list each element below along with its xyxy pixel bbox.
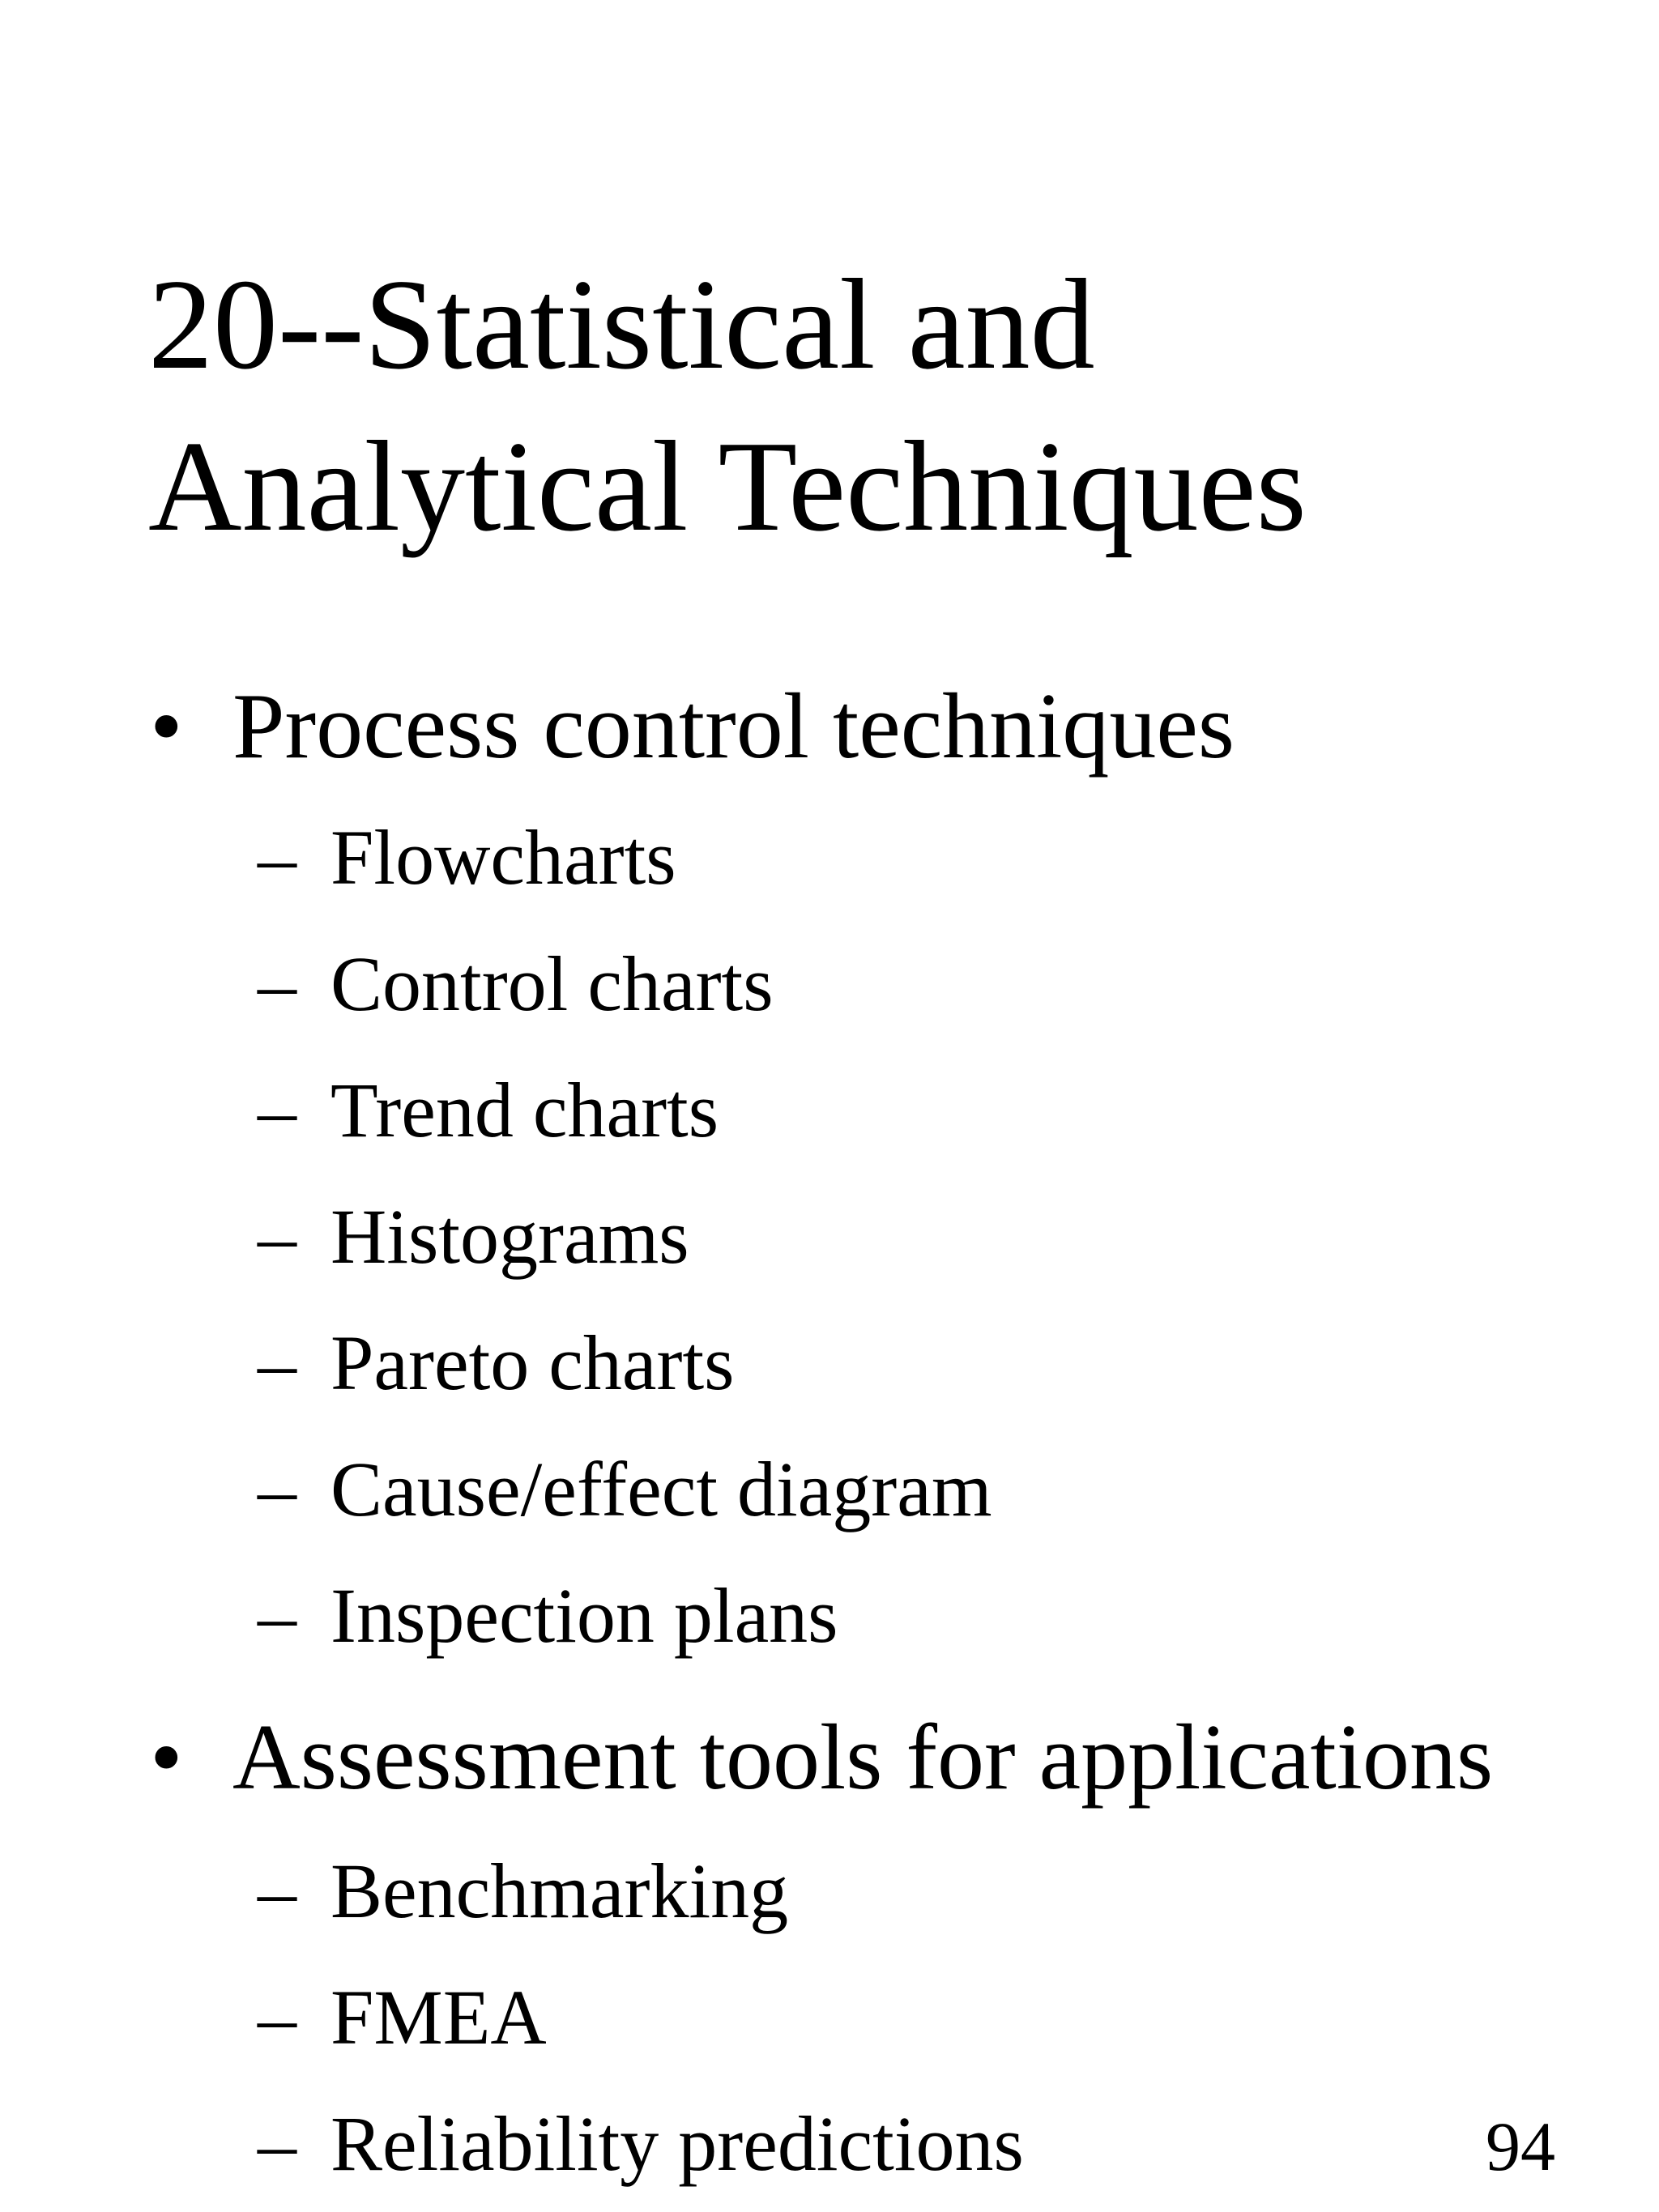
sub-item xyxy=(258,940,774,1029)
sub-item-label: FMEA xyxy=(331,1974,547,2061)
sub-item xyxy=(258,1192,689,1281)
sub-item xyxy=(258,813,676,902)
dash-marker: – xyxy=(258,1319,296,1406)
sub-item-label: Cause/effect diagram xyxy=(331,1446,992,1532)
bullet-process-control xyxy=(150,674,1235,779)
sub-item xyxy=(258,1973,547,2062)
sub-item-label: Trend charts xyxy=(331,1067,719,1153)
dash-marker: – xyxy=(258,1067,296,1153)
sub-item xyxy=(258,1066,719,1155)
sub-item xyxy=(258,1571,838,1660)
dash-marker: – xyxy=(258,1446,296,1532)
bullet-label: Assessment tools for applications xyxy=(232,1706,1494,1809)
slide-title-line-2: Analytical Techniques xyxy=(148,414,1307,558)
sub-item xyxy=(258,2099,1024,2189)
dash-marker: – xyxy=(258,2100,296,2187)
sub-item-label: Histograms xyxy=(331,1193,689,1280)
dash-marker: – xyxy=(258,1974,296,2061)
page-number: 94 xyxy=(1486,2108,1555,2185)
sub-item-label: Benchmarking xyxy=(331,1848,789,1934)
bullet-assessment-tools xyxy=(150,1705,1493,1810)
bullet-marker: • xyxy=(150,675,183,778)
sub-item xyxy=(258,1319,734,1408)
dash-marker: – xyxy=(258,940,296,1027)
sub-item-label: Inspection plans xyxy=(331,1572,838,1659)
dash-marker: – xyxy=(258,814,296,901)
sub-item-label: Pareto charts xyxy=(331,1319,735,1406)
bullet-label: Process control techniques xyxy=(232,675,1235,778)
sub-item xyxy=(258,1445,992,1534)
bullet-marker: • xyxy=(150,1706,183,1809)
dash-marker: – xyxy=(258,1193,296,1280)
slide-title xyxy=(148,243,1590,567)
dash-marker: – xyxy=(258,1572,296,1659)
sub-item-label: Flowcharts xyxy=(331,814,676,901)
sub-item xyxy=(258,1847,788,1936)
dash-marker: – xyxy=(258,1848,296,1934)
sub-item-label: Control charts xyxy=(331,940,774,1027)
sub-item-label: Reliability predictions xyxy=(331,2100,1024,2187)
slide-title-line-1: 20--Statistical and xyxy=(148,252,1095,396)
